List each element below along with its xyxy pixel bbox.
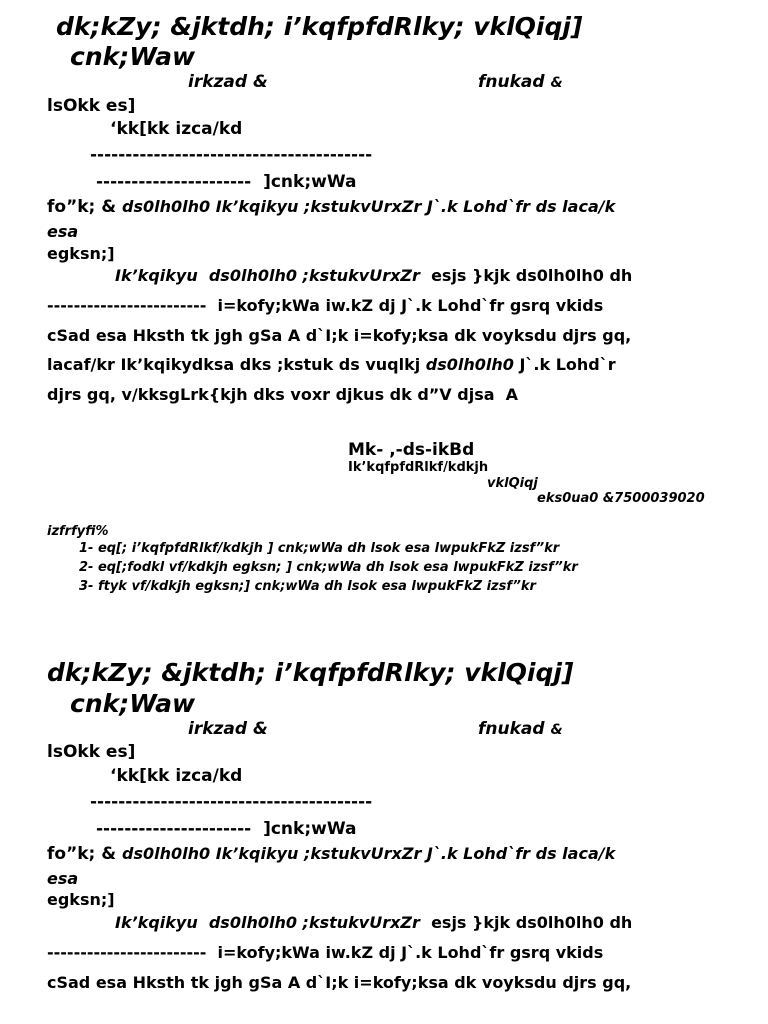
- office-title-copy: dk;kZy; &jktdh; i’kqfpfdRlky; vklQiqj]: [47, 658, 574, 687]
- body-line-2-copy: ------------------------ i=kofy;kWa iw.kZ dj J`.k Lohd`fr gsrq vkids: [47, 943, 604, 962]
- copy-to-item-1: 1- eq[; i’kqfpfdRlkf/kdkjh ] cnk;wWa dh lsok esa lwpukFkZ izsf”kr: [79, 541, 560, 556]
- body-line-4-text-b: J`.k Lohd`r: [513, 355, 616, 374]
- signatory-place: vklQiqj: [487, 476, 538, 491]
- addressee-bank-line: ----------------------------------------: [90, 145, 373, 165]
- letter-number-label-copy: irkzad &: [188, 719, 268, 739]
- body-line-1: [115, 268, 632, 284]
- signatory-mobile: eks0ua0 &7500039020: [537, 491, 705, 506]
- addressee-salutation: lsOkk es]: [47, 96, 136, 116]
- body-line-4-text-a: lacaf/kr Ik’kqikydksa dks ;kstuk ds vuqlkj: [47, 355, 426, 374]
- body-line-4: [47, 357, 616, 373]
- body-line-1-italic: Ik’kqikyu ds0lh0lh0 ;kstukvUrxZr: [115, 266, 420, 285]
- addressee-city-line-copy: [96, 821, 356, 838]
- salutation-copy: egksn;]: [47, 890, 115, 909]
- body-line-2: ------------------------ i=kofy;kWa iw.kZ dj J`.k Lohd`fr gsrq vkids: [47, 296, 604, 315]
- body-line-3: cSad esa Hksth tk jgh gSa A d`I;k i=kofy;ksa dk voyksdu djrs gq,: [47, 326, 632, 345]
- subject-label-copy: fo”k; &: [47, 844, 123, 864]
- subject-line-copy: [47, 846, 615, 863]
- body-line-1-text: esjs }kjk ds0lh0lh0 dh: [419, 266, 633, 285]
- signatory-designation: Ik’kqfpfdRlkf/kdkjh: [348, 460, 489, 475]
- addressee-designation-copy: ‘kk[kk izca/kd: [110, 766, 243, 786]
- body-line-4-italic: ds0lh0lh0: [425, 355, 514, 374]
- signatory-name: Mk- ,-ds-ikBd: [348, 440, 475, 460]
- office-title-city: cnk;Waw: [70, 42, 196, 71]
- addressee-city: ]cnk;wWa: [263, 172, 357, 192]
- date-label-text: fnukad: [478, 72, 551, 92]
- subject-text-copy: ds0lh0lh0 Ik’kqikyu ;kstukvUrxZr J`.k Lohd`fr ds laca/k: [122, 844, 616, 863]
- copy-to-item-2: 2- eq[;fodkl vf/kdkjh egksn; ] cnk;wWa dh lsok esa lwpukFkZ izsf”kr: [79, 560, 578, 575]
- addressee-city-dashes-copy: ----------------------: [96, 819, 252, 839]
- office-title: dk;kZy; &jktdh; i’kqfpfdRlky; vklQiqj]: [56, 12, 583, 41]
- body-line-1-copy: [115, 915, 632, 931]
- body-line-1-italic-copy: Ik’kqikyu ds0lh0lh0 ;kstukvUrxZr: [115, 913, 420, 932]
- addressee-designation: ‘kk[kk izca/kd: [110, 119, 243, 139]
- copy-to-item-3: 3- ftyk vf/kdkjh egksn;] cnk;wWa dh lsok esa lwpukFkZ izsf”kr: [79, 579, 536, 594]
- office-title-city-copy: cnk;Waw: [70, 689, 196, 718]
- addressee-city-copy: ]cnk;wWa: [263, 819, 357, 839]
- body-line-3-copy: cSad esa Hksth tk jgh gSa A d`I;k i=kofy;ksa dk voyksdu djrs gq,: [47, 973, 632, 992]
- addressee-bank-line-copy: ----------------------------------------: [90, 792, 373, 812]
- addressee-city-line: [96, 174, 356, 191]
- body-line-1-text-copy: esjs }kjk ds0lh0lh0 dh: [419, 913, 633, 932]
- date-label-copy: [478, 721, 563, 738]
- copy-to-heading: izfrfyfi%: [47, 524, 109, 539]
- date-label-amp-copy: &: [550, 722, 563, 738]
- date-label-amp: &: [550, 75, 563, 91]
- subject-text: ds0lh0lh0 Ik’kqikyu ;kstukvUrxZr J`.k Lohd`fr ds laca/k: [122, 197, 616, 216]
- subject-continuation: esa: [47, 222, 79, 241]
- subject-label: fo”k; &: [47, 197, 123, 217]
- letter-number-label: irkzad &: [188, 72, 268, 92]
- date-label: [478, 74, 563, 91]
- subject-line: [47, 199, 615, 216]
- subject-continuation-copy: esa: [47, 869, 79, 888]
- body-line-5: djrs gq, v/kksgLrk{kjh dks voxr djkus dk d”V djsa A: [47, 385, 519, 404]
- salutation: egksn;]: [47, 244, 115, 263]
- date-label-text-copy: fnukad: [478, 719, 551, 739]
- addressee-salutation-copy: lsOkk es]: [47, 742, 136, 762]
- addressee-city-dashes: ----------------------: [96, 172, 252, 192]
